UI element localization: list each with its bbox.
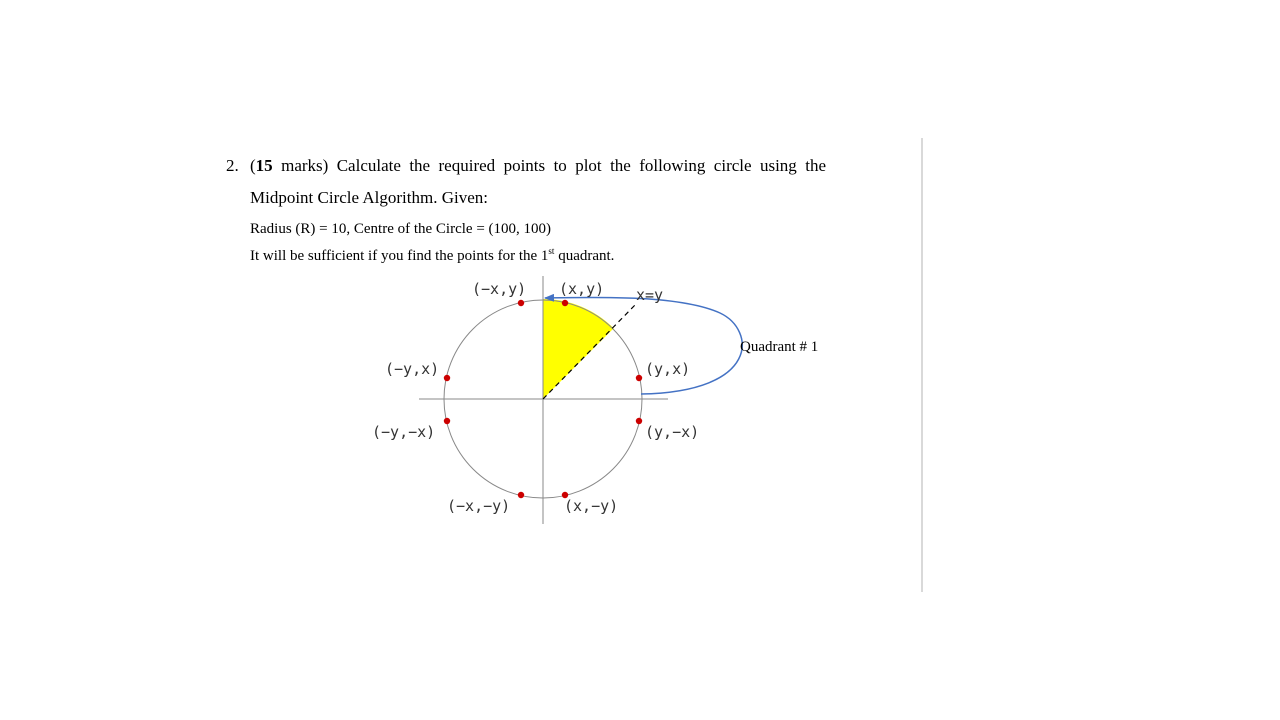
label-quadrant: Quadrant # 1 — [740, 339, 819, 355]
label-neg-x-y: (−x,y) — [472, 280, 527, 298]
label-y-x: (y,x) — [645, 360, 691, 378]
point-y-neg-x — [636, 418, 642, 424]
question-number: 2. — [226, 156, 239, 175]
point-neg-x-neg-y — [518, 492, 524, 498]
given-values: Radius (R) = 10, Centre of the Circle = (100, 100) — [250, 221, 552, 237]
point-neg-y-x — [444, 375, 450, 381]
marks-open: ( — [250, 156, 256, 175]
label-diag: x=y — [636, 286, 664, 304]
label-neg-y-neg-x: (−y,−x) — [372, 423, 436, 441]
label-x-y: (x,y) — [559, 280, 605, 298]
point-x-y — [562, 300, 568, 306]
label-neg-y-x: (−y,x) — [385, 360, 440, 378]
question-text: marks) Calculate the required points to plot the following circle using the — [272, 156, 826, 175]
instruction-sup: st — [548, 246, 555, 256]
instruction-post: quadrant. — [554, 248, 615, 264]
instruction-pre: It will be sufficient if you find the points for the 1 — [250, 248, 549, 264]
marks-value: 15 — [255, 156, 273, 175]
label-y-neg-x: (y,−x) — [645, 423, 700, 441]
label-x-neg-y: (x,−y) — [564, 497, 619, 515]
label-neg-x-neg-y: (−x,−y) — [447, 497, 511, 515]
octant-sector — [543, 299, 614, 399]
point-neg-y-neg-x — [444, 418, 450, 424]
question-line-2: Midpoint Circle Algorithm. Given: — [250, 188, 488, 207]
point-y-x — [636, 375, 642, 381]
point-neg-x-y — [518, 300, 524, 306]
